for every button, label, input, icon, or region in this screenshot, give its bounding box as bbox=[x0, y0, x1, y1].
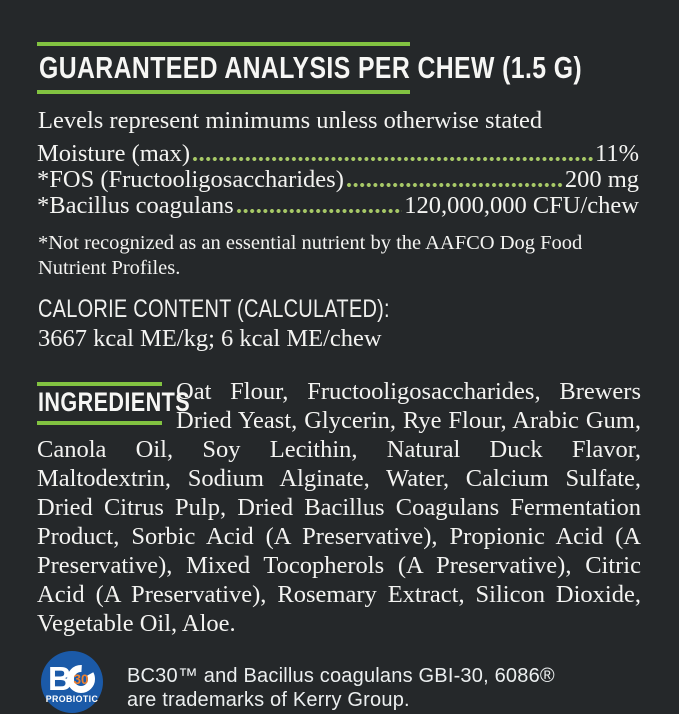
analysis-value: 120,000,000 CFU/chew bbox=[404, 192, 639, 219]
trademark-line-2: are trademarks of Kerry Group. bbox=[127, 689, 410, 711]
guaranteed-analysis-header bbox=[37, 42, 583, 94]
trademark-line-1: BC30™ and Bacillus coagulans GBI-30, 6086® bbox=[127, 665, 555, 687]
calorie-content-heading bbox=[38, 297, 640, 322]
analysis-label: Moisture (max) bbox=[37, 140, 191, 167]
analysis-label: *FOS (Fructooligosaccharides) bbox=[37, 166, 344, 193]
guaranteed-analysis-title-text: GUARANTEED ANALYSIS PER CHEW (1.5 G) bbox=[39, 50, 583, 85]
dotted-leader bbox=[236, 208, 403, 214]
analysis-row-fos bbox=[37, 167, 639, 193]
bc30-probiotic-logo-icon bbox=[40, 650, 104, 714]
minimums-note: Levels represent minimums unless otherwise stated bbox=[38, 107, 543, 134]
ingredients-list: Oat Flour, Fructooligosaccharides, Brewers Dried Yeast, Glycerin, Rye Flour, Arabic Gum, Canola Oil, Soy Lecithin, Natural Duck Flavor, Maltodextrin, Sodium Alginate, Water, Calcium Sulfate, Dried Citrus Pulp, Dried Bacillus Coagulans Fermentation Product, Sorbic Acid (A Preservative), Propionic Acid (A Preservative), Mixed Tocopherols (A Preservative), Citric Acid (A Preservative), Rosemary Extract, Silicon Dioxide, Vegetable Oil, Aloe. bbox=[37, 378, 641, 637]
ingredients-heading-text: INGREDIENTS bbox=[38, 387, 191, 417]
dotted-leader bbox=[192, 156, 593, 162]
bc30-logo-30: 30 bbox=[73, 672, 89, 687]
ingredients-heading bbox=[37, 382, 191, 425]
guaranteed-analysis-title bbox=[39, 50, 583, 85]
trademark-strip bbox=[40, 650, 640, 714]
trademark-text bbox=[127, 650, 555, 712]
ingredients-section bbox=[37, 377, 641, 638]
svg-text:B: B bbox=[48, 660, 71, 697]
aafco-footnote: *Not recognized as an essential nutrient by the AAFCO Dog Food Nutrient Profiles. bbox=[38, 232, 583, 279]
analysis-label: *Bacillus coagulans bbox=[37, 192, 234, 219]
analysis-row-moisture bbox=[37, 141, 639, 167]
calorie-content-value: 3667 kcal ME/kg; 6 kcal ME/chew bbox=[38, 325, 382, 352]
dotted-leader bbox=[346, 182, 563, 188]
analysis-table bbox=[37, 141, 639, 219]
analysis-row-bacillus bbox=[37, 193, 639, 219]
analysis-value: 200 mg bbox=[564, 166, 639, 193]
calorie-content-heading-text: CALORIE CONTENT (CALCULATED): bbox=[38, 295, 390, 323]
bc30-logo-probiotic: PROBIOTIC bbox=[45, 694, 99, 704]
analysis-value: 11% bbox=[595, 140, 639, 167]
